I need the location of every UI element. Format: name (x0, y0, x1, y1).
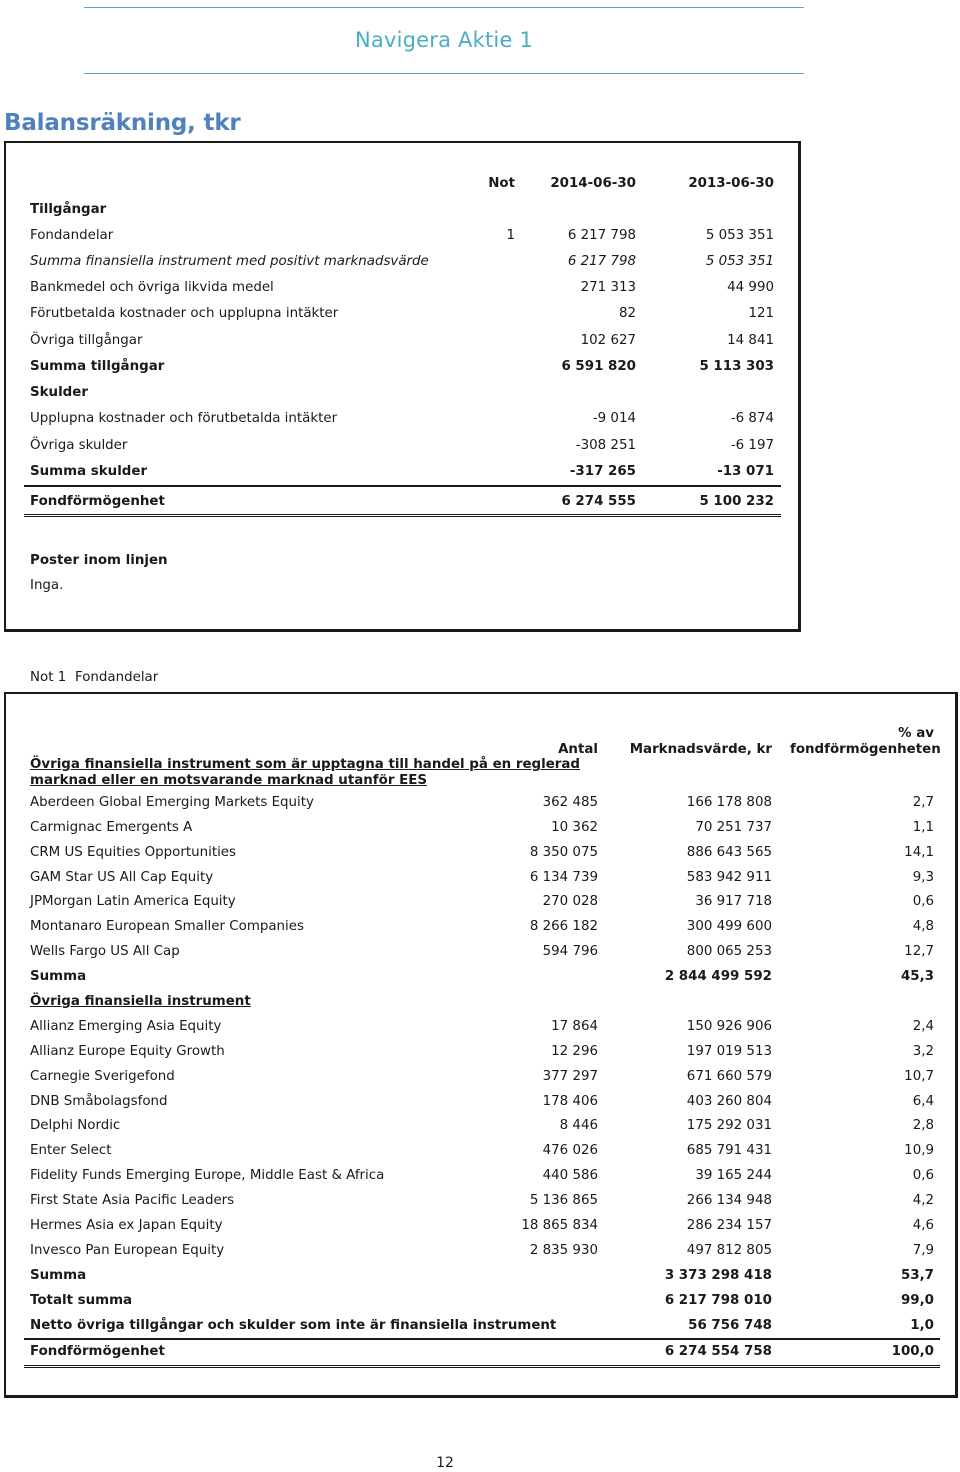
col-header-marknadsvarde: Marknadsvärde, kr (629, 742, 772, 757)
holding-marknadsvarde: 300 499 600 (686, 919, 772, 934)
holding-antal: 440 586 (542, 1168, 598, 1183)
holding-pct: 10,7 (904, 1069, 934, 1084)
netto-label: Netto övriga tillgångar och skulder som inte är finansiella instrument (30, 1318, 557, 1333)
page-number: 12 (436, 1455, 454, 1471)
double-rule (24, 1365, 940, 1368)
col-header-2014: 2014-06-30 (550, 176, 636, 191)
header-rule-top (84, 7, 804, 8)
holding-marknadsvarde: 175 292 031 (686, 1118, 772, 1133)
section1-sum-pct: 45,3 (900, 969, 934, 984)
section-title-line2: marknad eller en motsvarande marknad utanför EES (30, 773, 428, 788)
holding-marknadsvarde: 671 660 579 (686, 1069, 772, 1084)
holding-marknadsvarde: 266 134 948 (686, 1193, 772, 1208)
holding-name: Delphi Nordic (30, 1118, 121, 1133)
holding-antal: 178 406 (542, 1094, 598, 1109)
holding-marknadsvarde: 286 234 157 (686, 1218, 772, 1233)
row-value-2013: -6 874 (730, 411, 774, 426)
holding-name: JPMorgan Latin America Equity (30, 894, 236, 909)
row-value-2014: -9 014 (592, 411, 636, 426)
holding-marknadsvarde: 886 643 565 (686, 845, 772, 860)
holding-pct: 6,4 (912, 1094, 934, 1109)
section2-sum-label: Summa (30, 1268, 87, 1283)
section2-title: Övriga finansiella instrument (30, 994, 251, 1009)
col-header-pct-line1: % av (898, 726, 934, 741)
holding-name: Enter Select (30, 1143, 112, 1158)
holding-marknadsvarde: 36 917 718 (695, 894, 772, 909)
row-value-2014: -317 265 (569, 464, 636, 479)
row-label: Förutbetalda kostnader och upplupna intäkter (30, 306, 339, 321)
totalt-summa-marknadsvarde: 6 217 798 010 (664, 1293, 772, 1308)
holding-pct: 12,7 (904, 944, 934, 959)
fondformogenhet-label: Fondförmögenhet (30, 1344, 165, 1359)
holding-pct: 2,4 (912, 1019, 934, 1034)
holding-pct: 4,8 (912, 919, 934, 934)
holding-antal: 5 136 865 (529, 1193, 598, 1208)
holding-name: Invesco Pan European Equity (30, 1243, 225, 1258)
holding-pct: 3,2 (912, 1044, 934, 1059)
col-header-not: Not (488, 176, 515, 191)
holding-pct: 9,3 (912, 870, 934, 885)
row-label: Övriga skulder (30, 438, 128, 453)
note-title: Fondandelar (75, 670, 159, 685)
holding-pct: 1,1 (912, 820, 934, 835)
totalt-summa-pct: 99,0 (900, 1293, 934, 1308)
document-title: Navigera Aktie 1 (354, 28, 534, 52)
holding-antal: 377 297 (542, 1069, 598, 1084)
holding-name: Carnegie Sverigefond (30, 1069, 175, 1084)
holding-marknadsvarde: 150 926 906 (686, 1019, 772, 1034)
row-value-2013: 121 (748, 306, 774, 321)
holding-name: CRM US Equities Opportunities (30, 845, 236, 860)
holding-pct: 4,6 (912, 1218, 934, 1233)
section-title-line1: Övriga finansiella instrument som är upptagna till handel på en reglerad (30, 757, 581, 772)
row-value-2013: 44 990 (727, 280, 774, 295)
holding-marknadsvarde: 166 178 808 (686, 795, 772, 810)
holding-marknadsvarde: 800 065 253 (686, 944, 772, 959)
holding-antal: 12 296 (551, 1044, 598, 1059)
holding-name: Wells Fargo US All Cap (30, 944, 180, 959)
row-value-2013: 5 113 303 (699, 359, 774, 374)
holding-name: Aberdeen Global Emerging Markets Equity (30, 795, 314, 810)
holding-antal: 2 835 930 (529, 1243, 598, 1258)
holding-name: Allianz Emerging Asia Equity (30, 1019, 222, 1034)
section1-sum-marknadsvarde: 2 844 499 592 (664, 969, 772, 984)
netto-pct: 1,0 (910, 1318, 934, 1333)
row-label-total: Summa skulder (30, 464, 148, 479)
holding-name: First State Asia Pacific Leaders (30, 1193, 235, 1208)
holding-name: Fidelity Funds Emerging Europe, Middle East & Africa (30, 1168, 385, 1183)
holding-marknadsvarde: 583 942 911 (686, 870, 772, 885)
row-label: Summa finansiella instrument med positivt marknadsvärde (30, 254, 429, 269)
row-label: Övriga tillgångar (30, 333, 143, 348)
section-heading-tillgangar: Tillgångar (30, 202, 107, 217)
row-value-2013: -6 197 (730, 438, 774, 453)
total-rule (24, 1338, 940, 1340)
holding-antal: 10 362 (551, 820, 598, 835)
section2-sum-pct: 53,7 (900, 1268, 934, 1283)
col-header-2013: 2013-06-30 (688, 176, 774, 191)
col-header-antal: Antal (558, 742, 598, 757)
fondformogenhet-2013: 5 100 232 (699, 494, 774, 509)
holding-pct: 2,8 (912, 1118, 934, 1133)
row-value-2014: 6 591 820 (561, 359, 636, 374)
totalt-summa-label: Totalt summa (30, 1293, 133, 1308)
row-label-total: Summa tillgångar (30, 359, 165, 374)
page-heading: Balansräkning, tkr (4, 110, 241, 136)
row-value-2013: 14 841 (727, 333, 774, 348)
holding-marknadsvarde: 685 791 431 (686, 1143, 772, 1158)
row-value-2014: 6 217 798 (567, 228, 636, 243)
holding-pct: 4,2 (912, 1193, 934, 1208)
fondformogenhet-pct: 100,0 (891, 1344, 934, 1359)
row-label: Upplupna kostnader och förutbetalda intäkter (30, 411, 338, 426)
holding-pct: 10,9 (904, 1143, 934, 1158)
holding-name: GAM Star US All Cap Equity (30, 870, 214, 885)
row-value-2014: 102 627 (580, 333, 636, 348)
header-rule-bottom (84, 73, 804, 74)
holding-pct: 0,6 (912, 894, 934, 909)
holding-antal: 8 266 182 (529, 919, 598, 934)
section2-sum-marknadsvarde: 3 373 298 418 (664, 1268, 772, 1283)
holding-antal: 8 446 (559, 1118, 598, 1133)
holding-antal: 8 350 075 (529, 845, 598, 860)
holding-name: Montanaro European Smaller Companies (30, 919, 304, 934)
section-heading-skulder: Skulder (30, 385, 88, 400)
row-value-2014: -308 251 (575, 438, 636, 453)
row-value-2013: -13 071 (717, 464, 774, 479)
holding-pct: 2,7 (912, 795, 934, 810)
holding-pct: 14,1 (904, 845, 934, 860)
row-value-2014: 82 (618, 306, 636, 321)
holding-pct: 7,9 (912, 1243, 934, 1258)
holding-pct: 0,6 (912, 1168, 934, 1183)
col-header-pct-line2: fondförmögenheten (790, 742, 941, 757)
holding-name: Hermes Asia ex Japan Equity (30, 1218, 223, 1233)
row-label: Bankmedel och övriga likvida medel (30, 280, 274, 295)
holding-antal: 476 026 (542, 1143, 598, 1158)
holding-name: Allianz Europe Equity Growth (30, 1044, 225, 1059)
fondformogenhet-2014: 6 274 555 (561, 494, 636, 509)
holding-marknadsvarde: 403 260 804 (686, 1094, 772, 1109)
holding-antal: 594 796 (542, 944, 598, 959)
row-value-2013: 5 053 351 (705, 254, 774, 269)
holding-antal: 18 865 834 (521, 1218, 598, 1233)
netto-marknadsvarde: 56 756 748 (688, 1318, 772, 1333)
row-value-2014: 271 313 (580, 280, 636, 295)
fondformogenhet-label: Fondförmögenhet (30, 494, 165, 509)
holding-marknadsvarde: 70 251 737 (695, 820, 772, 835)
holding-antal: 6 134 739 (529, 870, 598, 885)
double-rule (24, 514, 781, 517)
section1-sum-label: Summa (30, 969, 87, 984)
holding-antal: 362 485 (542, 795, 598, 810)
holding-antal: 17 864 (551, 1019, 598, 1034)
fondformogenhet-marknadsvarde: 6 274 554 758 (664, 1344, 772, 1359)
row-value-2014: 6 217 798 (567, 254, 636, 269)
holding-marknadsvarde: 39 165 244 (695, 1168, 772, 1183)
holding-name: Carmignac Emergents A (30, 820, 193, 835)
holding-name: DNB Småbolagsfond (30, 1094, 168, 1109)
poster-text: Inga. (30, 578, 64, 593)
holding-marknadsvarde: 197 019 513 (686, 1044, 772, 1059)
holding-marknadsvarde: 497 812 805 (686, 1243, 772, 1258)
note-number: Not 1 (30, 670, 67, 685)
row-not: 1 (506, 228, 515, 243)
row-value-2013: 5 053 351 (705, 228, 774, 243)
holding-antal: 270 028 (542, 894, 598, 909)
poster-heading: Poster inom linjen (30, 553, 168, 568)
total-rule (24, 485, 781, 487)
row-label: Fondandelar (30, 228, 114, 243)
